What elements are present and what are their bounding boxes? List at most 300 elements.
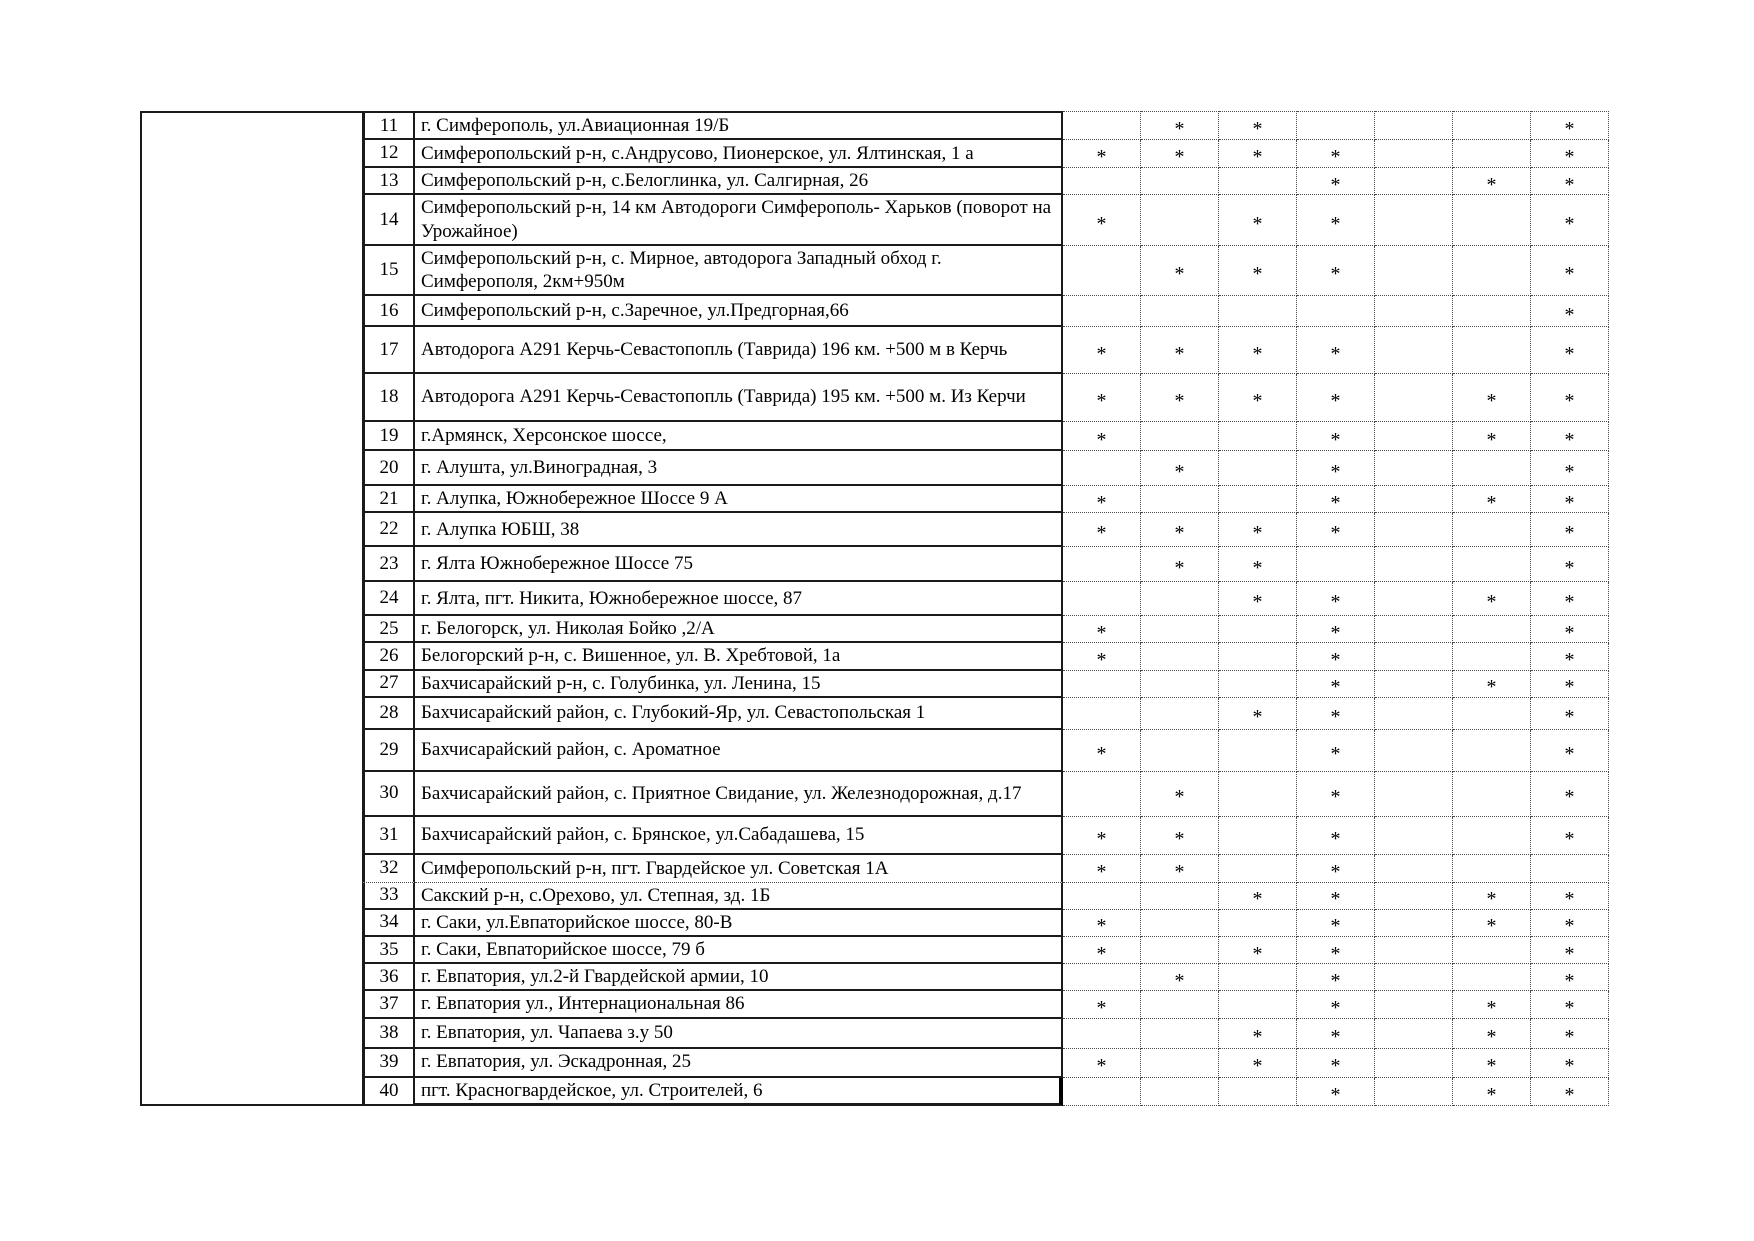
category-cell	[140, 111, 362, 1106]
mark-cell	[1219, 671, 1297, 698]
asterisk-mark: *	[1564, 556, 1575, 579]
address-cell: г. Евпатория, ул. Чапаева з.у 50	[415, 1019, 1063, 1049]
address-cell: Бахчисарайский район, с. Ароматное	[415, 730, 1063, 772]
row-number-cell: 23	[362, 547, 415, 582]
mark-cell	[1297, 451, 1375, 486]
mark-cell	[1219, 327, 1297, 374]
mark-cell	[1219, 111, 1297, 140]
mark-cell	[1453, 730, 1531, 772]
asterisk-mark: *	[1096, 915, 1107, 938]
asterisk-mark: *	[1486, 996, 1497, 1019]
asterisk-mark: *	[1486, 1025, 1497, 1048]
mark-cell	[1531, 327, 1609, 374]
address-cell: г. Евпатория ул., Интернациональная 86	[415, 991, 1063, 1018]
mark-cell	[1531, 140, 1609, 168]
mark-cell	[1297, 772, 1375, 817]
mark-cell	[1531, 730, 1609, 772]
mark-cell	[1453, 486, 1531, 513]
mark-cell	[1063, 910, 1141, 937]
mark-cell	[1297, 817, 1375, 855]
address-cell: Симферопольский р-н, 14 км Автодороги Симферополь- Харьков (поворот на Урожайное)	[415, 195, 1063, 245]
asterisk-mark: *	[1564, 1055, 1575, 1078]
address-cell: г. Саки, Евпаторийское шоссе, 79 б	[415, 937, 1063, 964]
asterisk-mark: *	[1096, 996, 1107, 1019]
address-cell: Симферопольский р-н, с.Заречное, ул.Предгорная,66	[415, 296, 1063, 327]
mark-cell	[1531, 698, 1609, 730]
asterisk-mark: *	[1252, 888, 1263, 911]
mark-cell	[1063, 643, 1141, 670]
mark-cell	[1219, 296, 1297, 327]
asterisk-mark: *	[1252, 705, 1263, 728]
row-number-cell: 18	[362, 374, 415, 422]
asterisk-mark: *	[1174, 522, 1185, 545]
address-cell: г. Саки, ул.Евпаторийское шоссе, 80-В	[415, 910, 1063, 937]
mark-cell	[1453, 772, 1531, 817]
asterisk-mark: *	[1564, 173, 1575, 196]
mark-cell	[1375, 671, 1453, 698]
mark-cell	[1063, 1019, 1141, 1049]
mark-cell	[1141, 451, 1219, 486]
row-number-cell: 24	[362, 582, 415, 616]
asterisk-mark: *	[1252, 556, 1263, 579]
asterisk-mark: *	[1564, 827, 1575, 850]
mark-cell	[1531, 616, 1609, 643]
mark-cell	[1141, 111, 1219, 140]
asterisk-mark: *	[1252, 146, 1263, 169]
mark-cell	[1297, 1078, 1375, 1106]
asterisk-mark: *	[1564, 390, 1575, 413]
asterisk-mark: *	[1486, 1083, 1497, 1106]
row-number-cell: 25	[362, 616, 415, 643]
mark-cell	[1141, 991, 1219, 1018]
mark-cell	[1453, 643, 1531, 670]
mark-cell	[1297, 937, 1375, 964]
asterisk-mark: *	[1330, 1025, 1341, 1048]
mark-cell	[1531, 964, 1609, 991]
mark-cell	[1063, 374, 1141, 422]
mark-cell	[1297, 883, 1375, 910]
asterisk-mark: *	[1096, 648, 1107, 671]
mark-cell	[1141, 513, 1219, 547]
mark-cell	[1063, 772, 1141, 817]
address-cell: Сакский р-н, с.Орехово, ул. Степная, зд. 1Б	[415, 883, 1063, 910]
asterisk-mark: *	[1330, 648, 1341, 671]
mark-cell	[1375, 140, 1453, 168]
asterisk-mark: *	[1330, 942, 1341, 965]
row-number-cell: 30	[362, 772, 415, 817]
mark-cell	[1219, 486, 1297, 513]
mark-cell	[1219, 547, 1297, 582]
mark-cell	[1219, 1019, 1297, 1049]
mark-cell	[1219, 772, 1297, 817]
asterisk-mark: *	[1330, 996, 1341, 1019]
mark-cell	[1219, 246, 1297, 296]
mark-cell	[1531, 910, 1609, 937]
mark-cell	[1375, 910, 1453, 937]
mark-cell	[1531, 855, 1609, 883]
mark-cell	[1297, 327, 1375, 374]
asterisk-mark: *	[1564, 942, 1575, 965]
mark-cell	[1063, 140, 1141, 168]
asterisk-mark: *	[1174, 390, 1185, 413]
address-cell: Бахчисарайский р-н, с. Голубинка, ул. Ленина, 15	[415, 671, 1063, 698]
asterisk-mark: *	[1486, 591, 1497, 614]
mark-cell	[1219, 195, 1297, 245]
asterisk-mark: *	[1174, 786, 1185, 809]
mark-cell	[1141, 817, 1219, 855]
mark-cell	[1219, 1078, 1297, 1106]
asterisk-mark: *	[1174, 827, 1185, 850]
address-cell: Симферопольский р-н, с. Мирное, автодорога Западный обход г. Симферополя, 2км+950м	[415, 246, 1063, 296]
mark-cell	[1141, 547, 1219, 582]
mark-cell	[1063, 582, 1141, 616]
asterisk-mark: *	[1330, 428, 1341, 451]
mark-cell	[1375, 730, 1453, 772]
mark-cell	[1453, 616, 1531, 643]
mark-cell	[1141, 910, 1219, 937]
mark-cell	[1531, 1019, 1609, 1049]
asterisk-mark: *	[1330, 915, 1341, 938]
asterisk-mark: *	[1174, 969, 1185, 992]
mark-cell	[1453, 547, 1531, 582]
asterisk-mark: *	[1174, 556, 1185, 579]
mark-cell	[1141, 855, 1219, 883]
asterisk-mark: *	[1564, 915, 1575, 938]
mark-cell	[1063, 671, 1141, 698]
asterisk-mark: *	[1096, 390, 1107, 413]
mark-cell	[1297, 140, 1375, 168]
asterisk-mark: *	[1564, 1025, 1575, 1048]
mark-cell	[1531, 195, 1609, 245]
mark-cell	[1063, 964, 1141, 991]
mark-cell	[1453, 296, 1531, 327]
mark-cell	[1297, 513, 1375, 547]
mark-cell	[1219, 422, 1297, 451]
mark-cell	[1375, 817, 1453, 855]
table-row	[140, 111, 1609, 140]
mark-cell	[1531, 817, 1609, 855]
mark-cell	[1219, 817, 1297, 855]
mark-cell	[1297, 698, 1375, 730]
mark-cell	[1063, 296, 1141, 327]
asterisk-mark: *	[1564, 786, 1575, 809]
mark-cell	[1375, 772, 1453, 817]
address-cell: г. Ялта Южнобережное Шоссе 75	[415, 547, 1063, 582]
asterisk-mark: *	[1096, 428, 1107, 451]
asterisk-mark: *	[1486, 1055, 1497, 1078]
mark-cell	[1297, 1019, 1375, 1049]
asterisk-mark: *	[1174, 118, 1185, 141]
address-cell: г.Армянск, Херсонское шоссе,	[415, 422, 1063, 451]
mark-cell	[1453, 451, 1531, 486]
mark-cell	[1453, 698, 1531, 730]
asterisk-mark: *	[1486, 888, 1497, 911]
row-number-cell: 36	[362, 964, 415, 991]
address-cell: Симферопольский р-н, с.Андрусово, Пионерское, ул. Ялтинская, 1 а	[415, 140, 1063, 168]
asterisk-mark: *	[1330, 522, 1341, 545]
address-cell: Бахчисарайский район, с. Брянское, ул.Сабадашева, 15	[415, 817, 1063, 855]
asterisk-mark: *	[1252, 342, 1263, 365]
asterisk-mark: *	[1252, 212, 1263, 235]
mark-cell	[1453, 422, 1531, 451]
asterisk-mark: *	[1486, 428, 1497, 451]
asterisk-mark: *	[1330, 1055, 1341, 1078]
row-number-cell: 11	[362, 111, 415, 140]
asterisk-mark: *	[1174, 146, 1185, 169]
row-number-cell: 27	[362, 671, 415, 698]
mark-cell	[1063, 422, 1141, 451]
asterisk-mark: *	[1330, 786, 1341, 809]
mark-cell	[1297, 671, 1375, 698]
mark-cell	[1531, 937, 1609, 964]
asterisk-mark: *	[1330, 491, 1341, 514]
asterisk-mark: *	[1330, 173, 1341, 196]
asterisk-mark: *	[1564, 522, 1575, 545]
row-number-cell: 40	[362, 1078, 415, 1106]
mark-cell	[1141, 195, 1219, 245]
mark-cell	[1063, 883, 1141, 910]
mark-cell	[1453, 582, 1531, 616]
mark-cell	[1141, 964, 1219, 991]
mark-cell	[1141, 616, 1219, 643]
mark-cell	[1453, 1078, 1531, 1106]
mark-cell	[1063, 327, 1141, 374]
asterisk-mark: *	[1330, 888, 1341, 911]
asterisk-mark: *	[1330, 969, 1341, 992]
address-cell: Белогорский р-н, с. Вишенное, ул. В. Хребтовой, 1а	[415, 643, 1063, 670]
row-number-cell: 26	[362, 643, 415, 670]
mark-cell	[1531, 1078, 1609, 1106]
asterisk-mark: *	[1252, 522, 1263, 545]
mark-cell	[1219, 140, 1297, 168]
address-table-body	[140, 111, 1609, 1106]
address-cell: Симферопольский р-н, с.Белоглинка, ул. Салгирная, 26	[415, 168, 1063, 195]
asterisk-mark: *	[1096, 491, 1107, 514]
mark-cell	[1375, 991, 1453, 1018]
asterisk-mark: *	[1564, 212, 1575, 235]
row-number-cell: 17	[362, 327, 415, 374]
mark-cell	[1453, 246, 1531, 296]
mark-cell	[1453, 1049, 1531, 1078]
mark-cell	[1375, 643, 1453, 670]
mark-cell	[1375, 422, 1453, 451]
mark-cell	[1063, 486, 1141, 513]
mark-cell	[1375, 513, 1453, 547]
mark-cell	[1063, 111, 1141, 140]
mark-cell	[1375, 582, 1453, 616]
mark-cell	[1453, 168, 1531, 195]
row-number-cell: 29	[362, 730, 415, 772]
mark-cell	[1453, 883, 1531, 910]
mark-cell	[1375, 296, 1453, 327]
asterisk-mark: *	[1330, 146, 1341, 169]
mark-cell	[1453, 671, 1531, 698]
mark-cell	[1141, 327, 1219, 374]
asterisk-mark: *	[1330, 1083, 1341, 1106]
mark-cell	[1297, 195, 1375, 245]
mark-cell	[1219, 964, 1297, 991]
asterisk-mark: *	[1564, 262, 1575, 285]
asterisk-mark: *	[1330, 591, 1341, 614]
row-number-cell: 19	[362, 422, 415, 451]
mark-cell	[1297, 111, 1375, 140]
mark-cell	[1063, 991, 1141, 1018]
asterisk-mark: *	[1564, 621, 1575, 644]
asterisk-mark: *	[1330, 860, 1341, 883]
mark-cell	[1297, 374, 1375, 422]
mark-cell	[1297, 422, 1375, 451]
mark-cell	[1297, 991, 1375, 1018]
mark-cell	[1063, 547, 1141, 582]
asterisk-mark: *	[1330, 676, 1341, 699]
mark-cell	[1219, 451, 1297, 486]
address-cell: Автодорога А291 Керчь-Севастопопль (Таврида) 195 км. +500 м. Из Керчи	[415, 374, 1063, 422]
mark-cell	[1453, 937, 1531, 964]
asterisk-mark: *	[1096, 942, 1107, 965]
mark-cell	[1063, 168, 1141, 195]
asterisk-mark: *	[1252, 591, 1263, 614]
asterisk-mark: *	[1252, 942, 1263, 965]
asterisk-mark: *	[1330, 705, 1341, 728]
row-number-cell: 35	[362, 937, 415, 964]
mark-cell	[1297, 547, 1375, 582]
mark-cell	[1219, 855, 1297, 883]
asterisk-mark: *	[1564, 342, 1575, 365]
asterisk-mark: *	[1330, 262, 1341, 285]
asterisk-mark: *	[1096, 827, 1107, 850]
mark-cell	[1141, 698, 1219, 730]
asterisk-mark: *	[1564, 996, 1575, 1019]
mark-cell	[1063, 513, 1141, 547]
row-number-cell: 16	[362, 296, 415, 327]
mark-cell	[1141, 1078, 1219, 1106]
row-number-cell: 20	[362, 451, 415, 486]
mark-cell	[1375, 486, 1453, 513]
mark-cell	[1453, 855, 1531, 883]
mark-cell	[1141, 422, 1219, 451]
asterisk-mark: *	[1330, 342, 1341, 365]
locations-table	[140, 111, 1609, 1106]
mark-cell	[1531, 168, 1609, 195]
mark-cell	[1375, 1019, 1453, 1049]
mark-cell	[1219, 616, 1297, 643]
address-cell: Автодорога А291 Керчь-Севастопопль (Таврида) 196 км. +500 м в Керчь	[415, 327, 1063, 374]
mark-cell	[1531, 671, 1609, 698]
mark-cell	[1141, 671, 1219, 698]
mark-cell	[1375, 547, 1453, 582]
mark-cell	[1375, 111, 1453, 140]
mark-cell	[1297, 1049, 1375, 1078]
mark-cell	[1531, 643, 1609, 670]
mark-cell	[1141, 140, 1219, 168]
mark-cell	[1297, 855, 1375, 883]
mark-cell	[1531, 296, 1609, 327]
mark-cell	[1297, 486, 1375, 513]
asterisk-mark: *	[1330, 742, 1341, 765]
asterisk-mark: *	[1564, 742, 1575, 765]
asterisk-mark: *	[1486, 390, 1497, 413]
mark-cell	[1297, 643, 1375, 670]
mark-cell	[1219, 883, 1297, 910]
asterisk-mark: *	[1330, 460, 1341, 483]
mark-cell	[1531, 486, 1609, 513]
mark-cell	[1063, 616, 1141, 643]
asterisk-mark: *	[1330, 827, 1341, 850]
mark-cell	[1375, 616, 1453, 643]
asterisk-mark: *	[1486, 676, 1497, 699]
mark-cell	[1141, 374, 1219, 422]
mark-cell	[1219, 730, 1297, 772]
asterisk-mark: *	[1564, 648, 1575, 671]
asterisk-mark: *	[1486, 915, 1497, 938]
asterisk-mark: *	[1252, 390, 1263, 413]
asterisk-mark: *	[1564, 705, 1575, 728]
row-number-cell: 14	[362, 195, 415, 245]
asterisk-mark: *	[1486, 491, 1497, 514]
address-cell: г. Алупка ЮБШ, 38	[415, 513, 1063, 547]
mark-cell	[1453, 195, 1531, 245]
mark-cell	[1453, 964, 1531, 991]
mark-cell	[1375, 855, 1453, 883]
mark-cell	[1297, 910, 1375, 937]
address-cell: Бахчисарайский район, с. Глубокий-Яр, ул. Севастопольская 1	[415, 698, 1063, 730]
mark-cell	[1531, 883, 1609, 910]
mark-cell	[1453, 991, 1531, 1018]
asterisk-mark: *	[1252, 1025, 1263, 1048]
mark-cell	[1297, 616, 1375, 643]
address-cell: г. Ялта, пгт. Никита, Южнобережное шоссе, 87	[415, 582, 1063, 616]
address-cell: г. Алупка, Южнобережное Шоссе 9 А	[415, 486, 1063, 513]
row-number-cell: 22	[362, 513, 415, 547]
mark-cell	[1531, 374, 1609, 422]
mark-cell	[1219, 643, 1297, 670]
mark-cell	[1219, 582, 1297, 616]
mark-cell	[1297, 246, 1375, 296]
mark-cell	[1453, 817, 1531, 855]
mark-cell	[1531, 991, 1609, 1018]
mark-cell	[1531, 111, 1609, 140]
mark-cell	[1531, 1049, 1609, 1078]
mark-cell	[1141, 1049, 1219, 1078]
asterisk-mark: *	[1564, 676, 1575, 699]
mark-cell	[1141, 486, 1219, 513]
mark-cell	[1453, 1019, 1531, 1049]
mark-cell	[1375, 937, 1453, 964]
address-cell: г. Евпатория, ул.2-й Гвардейской армии, 10	[415, 964, 1063, 991]
mark-cell	[1141, 1019, 1219, 1049]
mark-cell	[1531, 246, 1609, 296]
asterisk-mark: *	[1096, 1055, 1107, 1078]
asterisk-mark: *	[1174, 262, 1185, 285]
mark-cell	[1063, 451, 1141, 486]
mark-cell	[1531, 772, 1609, 817]
mark-cell	[1141, 582, 1219, 616]
address-cell: Бахчисарайский район, с. Приятное Свидание, ул. Железнодорожная, д.17	[415, 772, 1063, 817]
mark-cell	[1453, 140, 1531, 168]
address-cell: г. Симферополь, ул.Авиационная 19/Б	[415, 111, 1063, 140]
asterisk-mark: *	[1564, 491, 1575, 514]
mark-cell	[1375, 698, 1453, 730]
row-number-cell: 39	[362, 1049, 415, 1078]
mark-cell	[1063, 246, 1141, 296]
asterisk-mark: *	[1096, 621, 1107, 644]
asterisk-mark: *	[1564, 460, 1575, 483]
asterisk-mark: *	[1564, 1083, 1575, 1106]
mark-cell	[1063, 937, 1141, 964]
asterisk-mark: *	[1330, 621, 1341, 644]
asterisk-mark: *	[1096, 342, 1107, 365]
mark-cell	[1375, 1078, 1453, 1106]
